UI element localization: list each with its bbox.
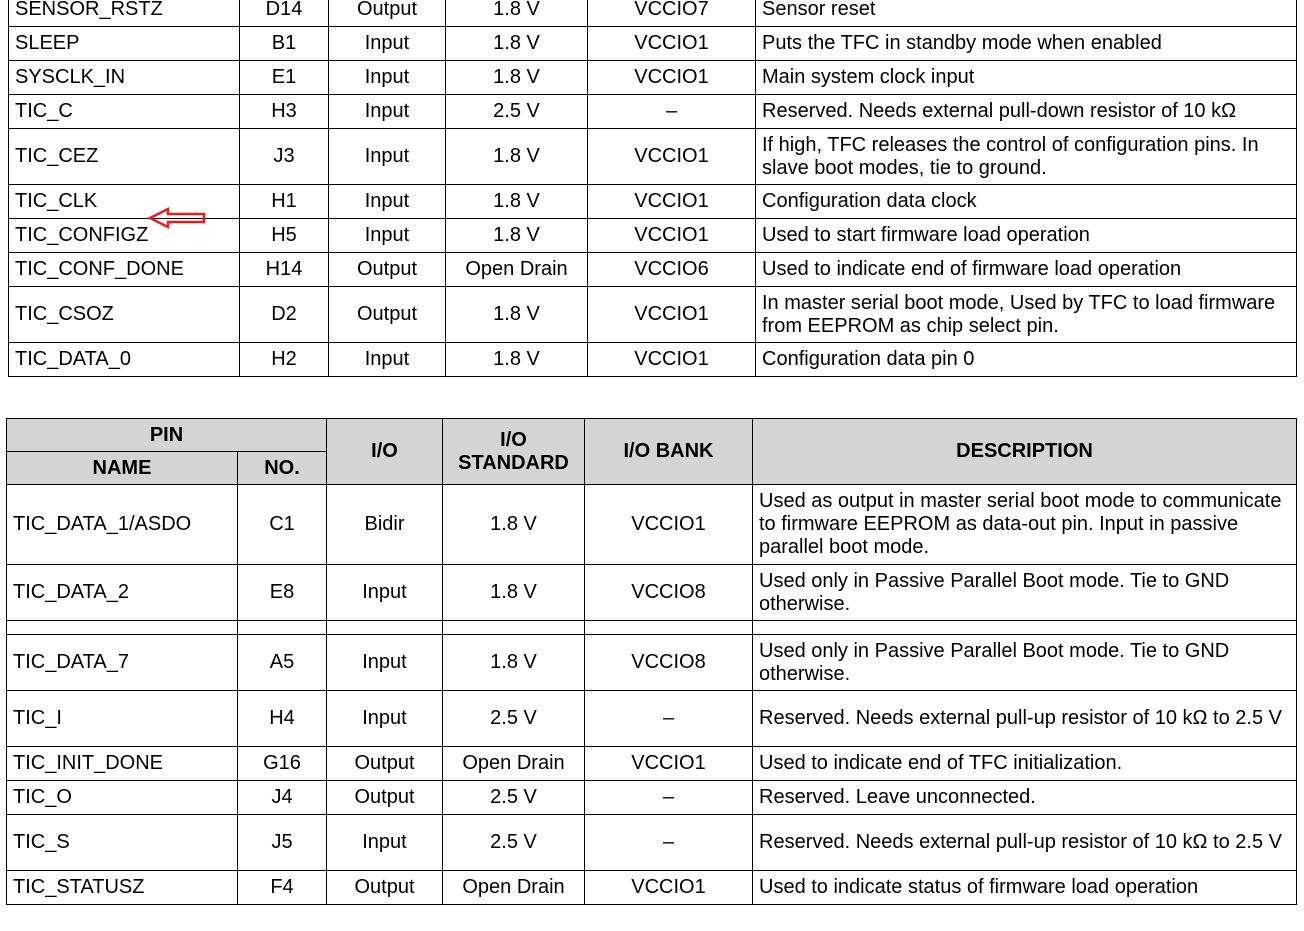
io-standard-cell: 2.5 V [443, 815, 585, 871]
description-cell: Used only in Passive Parallel Boot mode. Tie to GND otherwise. [753, 565, 1297, 621]
io-cell: Input [327, 565, 443, 621]
pin-number-cell: E1 [240, 61, 329, 95]
io-cell: Input [329, 61, 446, 95]
pin-table-top [8, 0, 1297, 377]
table-row [7, 691, 1297, 747]
io-standard-cell: 1.8 V [446, 287, 588, 343]
io-bank-cell: – [585, 815, 753, 871]
pin-table-bottom [6, 418, 1297, 905]
io-bank-cell: VCCIO1 [588, 27, 756, 61]
io-standard-cell: Open Drain [443, 871, 585, 905]
header-io-bank: I/O BANK [585, 419, 753, 485]
io-cell: Input [329, 343, 446, 377]
table-row [9, 61, 1297, 95]
description-cell: Configuration data pin 0 [756, 343, 1297, 377]
pin-number-cell: H14 [240, 253, 329, 287]
io-standard-cell: 2.5 V [443, 781, 585, 815]
table-row [7, 747, 1297, 781]
table-row [7, 815, 1297, 871]
io-cell: Input [327, 815, 443, 871]
io-cell: Input [327, 635, 443, 691]
pin-name-cell: TIC_CONF_DONE [9, 253, 240, 287]
table-row [7, 485, 1297, 565]
table-row [9, 253, 1297, 287]
io-bank-cell: VCCIO1 [588, 185, 756, 219]
description-cell: Used as output in master serial boot mode to communicate to firmware EEPROM as data-out pin. Input in passive parallel boot mode. [753, 485, 1297, 565]
table-row [7, 781, 1297, 815]
description-cell: Puts the TFC in standby mode when enabled [756, 27, 1297, 61]
description-cell: Used to indicate status of firmware load operation [753, 871, 1297, 905]
table-row [9, 343, 1297, 377]
table-row [9, 129, 1297, 185]
table-row [7, 565, 1297, 621]
description-cell: Used to start firmware load operation [756, 219, 1297, 253]
io-cell: Output [327, 871, 443, 905]
io-bank-cell: VCCIO1 [588, 343, 756, 377]
pin-name-cell: TIC_C [9, 95, 240, 129]
io-cell: Bidir [327, 485, 443, 565]
pin-name-cell: TIC_O [7, 781, 238, 815]
io-bank-cell: – [588, 95, 756, 129]
io-bank-cell: VCCIO1 [585, 485, 753, 565]
pin-name-cell: TIC_STATUSZ [7, 871, 238, 905]
pin-name-cell: TIC_I [7, 691, 238, 747]
header-pin: PIN [7, 419, 327, 452]
io-cell: Input [329, 95, 446, 129]
pin-number-cell: H4 [238, 691, 327, 747]
io-standard-cell: 1.8 V [446, 343, 588, 377]
header-io-standard [443, 419, 585, 485]
table-row [7, 635, 1297, 691]
header-io-standard-line1: I/O [500, 428, 527, 451]
header-io: I/O [327, 419, 443, 485]
description-cell: Reserved. Leave unconnected. [753, 781, 1297, 815]
pin-number-cell: H3 [240, 95, 329, 129]
description-cell: Reserved. Needs external pull-down resistor of 10 kΩ [756, 95, 1297, 129]
table-row [9, 287, 1297, 343]
pin-name-cell: TIC_CSOZ [9, 287, 240, 343]
table-row [9, 27, 1297, 61]
pin-number-cell: G16 [238, 747, 327, 781]
table-row [9, 0, 1297, 27]
pin-number-cell: A5 [238, 635, 327, 691]
pin-number-cell: J4 [238, 781, 327, 815]
description-cell: In master serial boot mode, Used by TFC to load firmware from EEPROM as chip select pin. [756, 287, 1297, 343]
description-cell: Main system clock input [756, 61, 1297, 95]
io-cell: Input [327, 691, 443, 747]
io-bank-cell: VCCIO8 [585, 565, 753, 621]
description-cell: Reserved. Needs external pull-up resistor of 10 kΩ to 2.5 V [753, 815, 1297, 871]
pin-name-cell: SYSCLK_IN [9, 61, 240, 95]
table-row [9, 95, 1297, 129]
description-cell: Configuration data clock [756, 185, 1297, 219]
io-bank-cell: VCCIO1 [588, 287, 756, 343]
io-bank-cell: VCCIO1 [588, 61, 756, 95]
io-bank-cell: VCCIO1 [585, 871, 753, 905]
pin-name-cell: SLEEP [9, 27, 240, 61]
pin-number-cell: H5 [240, 219, 329, 253]
io-cell: Output [327, 747, 443, 781]
pin-number-cell: D2 [240, 287, 329, 343]
description-cell: Reserved. Needs external pull-up resistor of 10 kΩ to 2.5 V [753, 691, 1297, 747]
description-cell: Used to indicate end of firmware load operation [756, 253, 1297, 287]
io-cell: Output [329, 287, 446, 343]
io-standard-cell: Open Drain [446, 253, 588, 287]
left-arrow-icon [148, 207, 208, 229]
pin-number-cell: J5 [238, 815, 327, 871]
header-description: DESCRIPTION [753, 419, 1297, 485]
io-bank-cell: VCCIO1 [588, 219, 756, 253]
pin-number-cell: B1 [240, 27, 329, 61]
pin-number-cell: F4 [238, 871, 327, 905]
io-standard-cell: 1.8 V [446, 185, 588, 219]
io-cell: Input [329, 27, 446, 61]
description-cell: If high, TFC releases the control of configuration pins. In slave boot modes, tie to ground. [756, 129, 1297, 185]
description-cell: Used to indicate end of TFC initialization. [753, 747, 1297, 781]
io-cell: Output [329, 253, 446, 287]
io-standard-cell: 1.8 V [446, 129, 588, 185]
io-standard-cell: 1.8 V [446, 27, 588, 61]
io-standard-cell: 1.8 V [446, 61, 588, 95]
table-row [7, 871, 1297, 905]
io-standard-cell: 1.8 V [446, 0, 588, 27]
io-bank-cell: VCCIO1 [585, 747, 753, 781]
io-standard-cell: 1.8 V [446, 219, 588, 253]
pin-name-cell: TIC_DATA_1/ASDO [7, 485, 238, 565]
io-bank-cell: VCCIO8 [585, 635, 753, 691]
pin-name-cell: TIC_DATA_0 [9, 343, 240, 377]
io-bank-cell: – [585, 781, 753, 815]
pin-name-cell: TIC_S [7, 815, 238, 871]
io-standard-cell: 1.8 V [443, 485, 585, 565]
pin-number-cell: E8 [238, 565, 327, 621]
pin-name-cell: TIC_INIT_DONE [7, 747, 238, 781]
pin-name-cell: TIC_CLK [9, 185, 240, 219]
io-cell: Input [329, 185, 446, 219]
table-break-top [7, 621, 1297, 635]
pin-number-cell: D14 [240, 0, 329, 27]
io-bank-cell: VCCIO7 [588, 0, 756, 27]
io-standard-cell: 2.5 V [446, 95, 588, 129]
pin-name-cell: SENSOR_RSTZ [9, 0, 240, 27]
pin-name-cell: TIC_CONFIGZ [9, 219, 240, 253]
pin-number-cell: C1 [238, 485, 327, 565]
io-standard-cell: 1.8 V [443, 565, 585, 621]
io-bank-cell: – [585, 691, 753, 747]
pin-number-cell: H1 [240, 185, 329, 219]
pin-name-cell: TIC_CEZ [9, 129, 240, 185]
io-cell: Output [329, 0, 446, 27]
pin-name-cell: TIC_DATA_2 [7, 565, 238, 621]
io-cell: Input [329, 219, 446, 253]
header-name: NAME [7, 452, 238, 485]
io-standard-cell: 1.8 V [443, 635, 585, 691]
io-cell: Output [327, 781, 443, 815]
io-cell: Input [329, 129, 446, 185]
description-cell: Sensor reset [756, 0, 1297, 27]
io-bank-cell: VCCIO1 [588, 129, 756, 185]
pin-number-cell: J3 [240, 129, 329, 185]
description-cell: Used only in Passive Parallel Boot mode. Tie to GND otherwise. [753, 635, 1297, 691]
io-bank-cell: VCCIO6 [588, 253, 756, 287]
io-standard-cell: Open Drain [443, 747, 585, 781]
header-io-standard-line2: STANDARD [458, 451, 569, 474]
io-standard-cell: 2.5 V [443, 691, 585, 747]
pin-name-cell: TIC_DATA_7 [7, 635, 238, 691]
pin-number-cell: H2 [240, 343, 329, 377]
header-no: NO. [238, 452, 327, 485]
